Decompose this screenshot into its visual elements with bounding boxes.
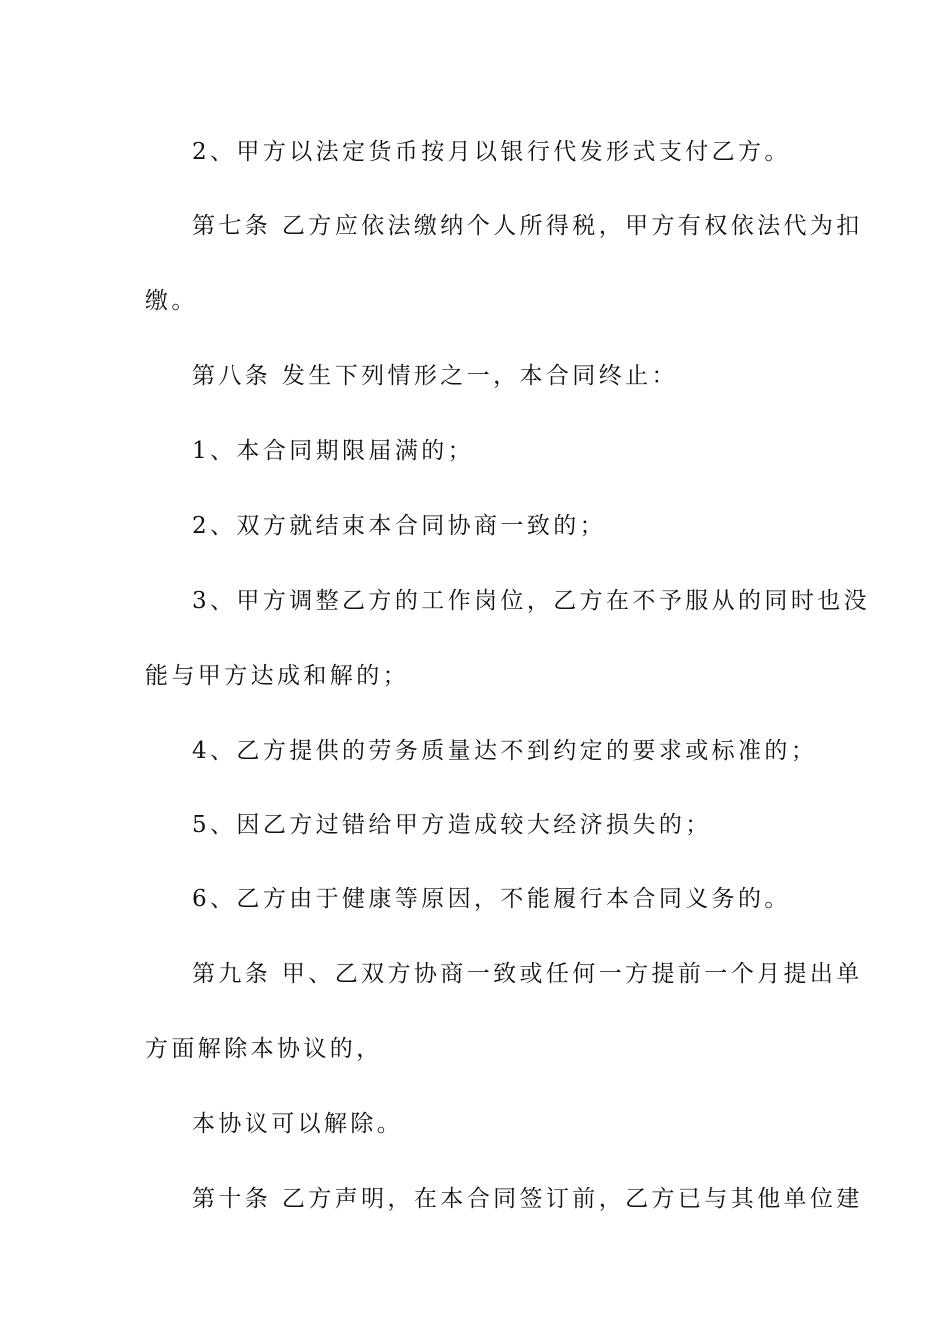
text-line: 第九条 甲、乙双方协商一致或任何一方提前一个月提出单 bbox=[192, 961, 863, 987]
text-line: 第八条 发生下列情形之一，本合同终止： bbox=[192, 363, 678, 389]
text-line: 2、甲方以法定货币按月以银行代发形式支付乙方。 bbox=[192, 139, 791, 165]
text-line: 1、本合同期限届满的； bbox=[192, 438, 475, 464]
text-line: 能与甲方达成和解的； bbox=[145, 663, 409, 689]
text-line: 方面解除本协议的， bbox=[145, 1036, 383, 1062]
text-line: 第十条 乙方声明，在本合同签订前，乙方已与其他单位建 bbox=[192, 1186, 863, 1212]
text-line: 第七条 乙方应依法缴纳个人所得税，甲方有权依法代为扣 bbox=[192, 213, 863, 239]
text-line: 缴。 bbox=[145, 288, 198, 314]
text-line: 5、因乙方过错给甲方造成较大经济损失的； bbox=[192, 812, 712, 838]
text-line: 4、乙方提供的劳务质量达不到约定的要求或标准的； bbox=[192, 738, 818, 764]
text-line: 本协议可以解除。 bbox=[192, 1111, 404, 1137]
text-line: 6、乙方由于健康等原因，不能履行本合同义务的。 bbox=[192, 886, 791, 912]
text-line: 2、双方就结束本合同协商一致的； bbox=[192, 513, 607, 539]
text-line: 3、甲方调整乙方的工作岗位，乙方在不予服从的同时也没 bbox=[192, 588, 871, 614]
